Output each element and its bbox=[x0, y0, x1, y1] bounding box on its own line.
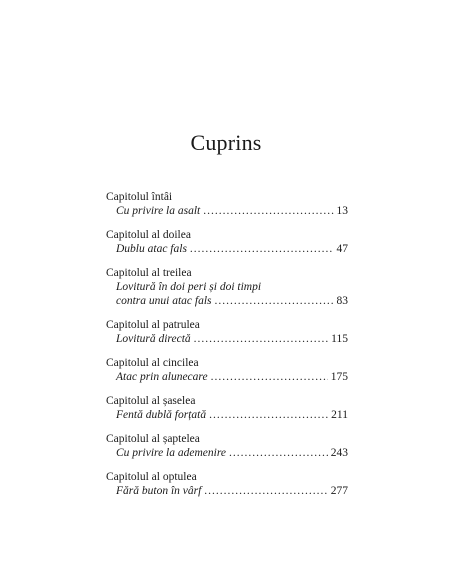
page-number: 13 bbox=[336, 205, 348, 217]
dot-leader bbox=[209, 408, 328, 422]
page-number: 175 bbox=[330, 371, 348, 383]
chapter-subtitle: Dublu atac fals bbox=[116, 243, 187, 255]
chapter-heading: Capitolul al șaptelea bbox=[106, 433, 200, 445]
dot-leader bbox=[215, 294, 334, 308]
chapter-subtitle-row bbox=[106, 204, 348, 218]
chapter-subtitle-row bbox=[106, 408, 348, 422]
page-number: 243 bbox=[330, 447, 348, 459]
page-title: Cuprins bbox=[190, 130, 262, 155]
dot-leader bbox=[229, 446, 328, 460]
chapter-subtitle-row bbox=[106, 242, 348, 256]
page-number: 115 bbox=[331, 333, 348, 345]
chapter-subtitle-row bbox=[106, 370, 348, 384]
chapter-heading: Capitolul al șaselea bbox=[106, 395, 196, 407]
page-number: 277 bbox=[330, 485, 348, 497]
page-number: 83 bbox=[336, 295, 348, 307]
chapter-heading: Capitolul al treilea bbox=[106, 267, 192, 279]
chapter-subtitle: Cu privire la asalt bbox=[116, 205, 201, 217]
table-of-contents bbox=[106, 190, 348, 508]
page-number: 211 bbox=[331, 409, 348, 421]
chapter-heading: Capitolul al optulea bbox=[106, 471, 197, 483]
toc-entry-2 bbox=[106, 228, 348, 256]
chapter-subtitle-row bbox=[106, 294, 348, 308]
dot-leader bbox=[204, 484, 327, 498]
chapter-heading: Capitolul întâi bbox=[106, 191, 173, 203]
toc-entry-4 bbox=[106, 318, 348, 346]
chapter-subtitle: Cu privire la ademenire bbox=[116, 447, 226, 459]
chapter-subtitle: Atac prin alunecare bbox=[116, 371, 208, 383]
toc-entry-3 bbox=[106, 266, 348, 308]
dot-leader bbox=[211, 370, 328, 384]
chapter-subtitle: Fără buton în vârf bbox=[116, 485, 202, 497]
toc-entry-5 bbox=[106, 356, 348, 384]
chapter-subtitle-line: Lovitură în doi peri și doi timpi bbox=[116, 281, 262, 293]
toc-entry-7 bbox=[106, 432, 348, 460]
chapter-subtitle-row bbox=[106, 332, 348, 346]
chapter-subtitle: Lovitură directă bbox=[116, 333, 191, 345]
toc-entry-8 bbox=[106, 470, 348, 498]
chapter-subtitle: contra unui atac fals bbox=[116, 295, 212, 307]
page-number: 47 bbox=[336, 243, 348, 255]
toc-entry-6 bbox=[106, 394, 348, 422]
dot-leader bbox=[190, 242, 334, 256]
toc-entry-1 bbox=[106, 190, 348, 218]
chapter-subtitle-row bbox=[106, 446, 348, 460]
chapter-heading: Capitolul al doilea bbox=[106, 229, 191, 241]
chapter-heading: Capitolul al patrulea bbox=[106, 319, 200, 331]
chapter-subtitle: Fentă dublă forțată bbox=[116, 409, 207, 421]
dot-leader bbox=[194, 332, 329, 346]
chapter-subtitle-row bbox=[106, 484, 348, 498]
chapter-heading: Capitolul al cincilea bbox=[106, 357, 199, 369]
dot-leader bbox=[203, 204, 333, 218]
